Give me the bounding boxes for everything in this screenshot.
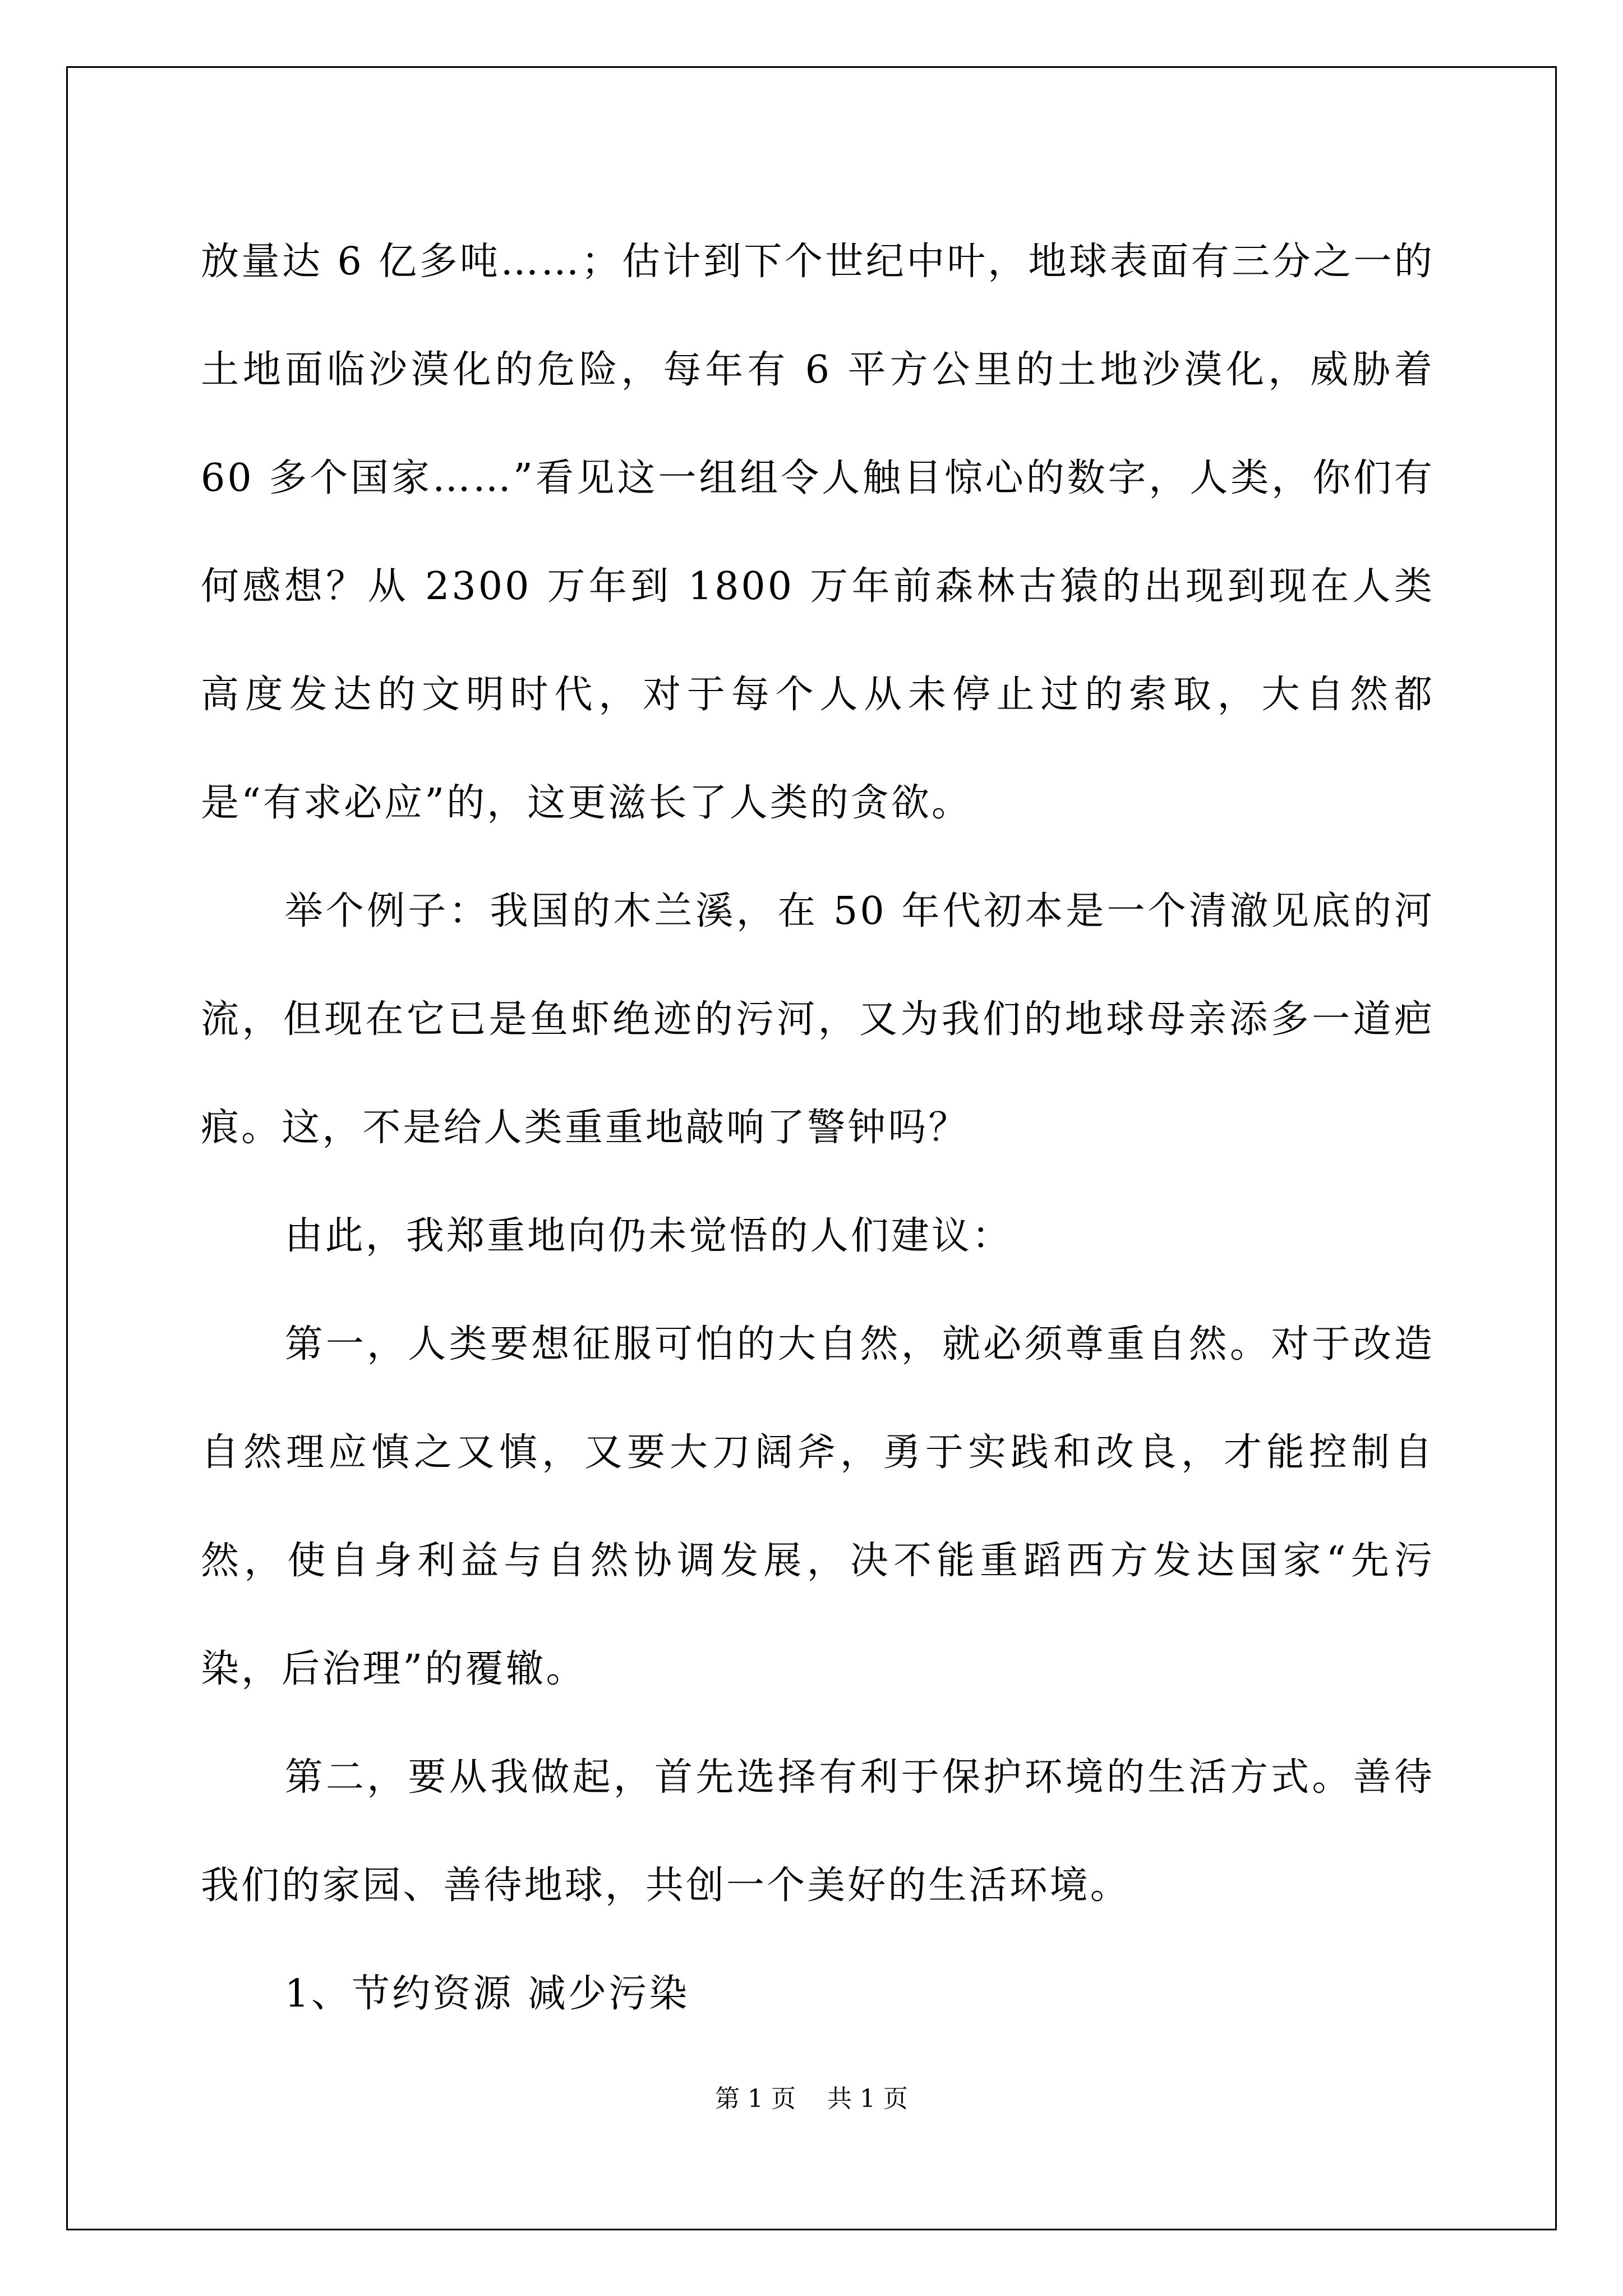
document-body	[201, 208, 1435, 2048]
page-number: 第 1 页	[715, 2085, 796, 2113]
paragraph-4: 第一，人类要想征服可怕的大自然，就必须尊重自然。对于改造自然理应慎之又慎，又要大刀阔斧，勇于实践和改良，才能控制自然，使自身利益与自然协调发展，决不能重蹈西方发达国家“先污染，后治理”的覆辙。	[201, 1322, 1435, 1691]
total-pages: 共 1 页	[827, 2085, 908, 2113]
page-footer	[0, 2078, 1623, 2114]
paragraph-6: 1、节约资源 减少污染	[284, 1972, 690, 2016]
paragraph-5: 第二，要从我做起，首先选择有利于保护环境的生活方式。善待我们的家园、善待地球，共创一个美好的生活环境。	[201, 1755, 1435, 1908]
paragraph-2: 举个例子：我国的木兰溪，在 50 年代初本是一个清澈见底的河流，但现在它已是鱼虾绝迹的污河，又为我们的地球母亲添多一道疤痕。这，不是给人类重重地敲响了警钟吗？	[201, 889, 1435, 1150]
paragraph-1: 放量达 6 亿多吨……；估计到下个世纪中叶，地球表面有三分之一的土地面临沙漠化的危险，每年有 6 平方公里的土地沙漠化，威胁着 60 多个国家……”看见这一组组令人触目惊心的数字，人类，你们有何感想？从 2300 万年到 1800 万年前森林古猿的出现到现在人类高度发达的文明时代，对于每个人从未停止过的索取，大自然都是“有求必应”的，这更滋长了人类的贪欲。	[201, 240, 1435, 825]
paragraph-3: 由此，我郑重地向仍未觉悟的人们建议：	[284, 1214, 1013, 1258]
